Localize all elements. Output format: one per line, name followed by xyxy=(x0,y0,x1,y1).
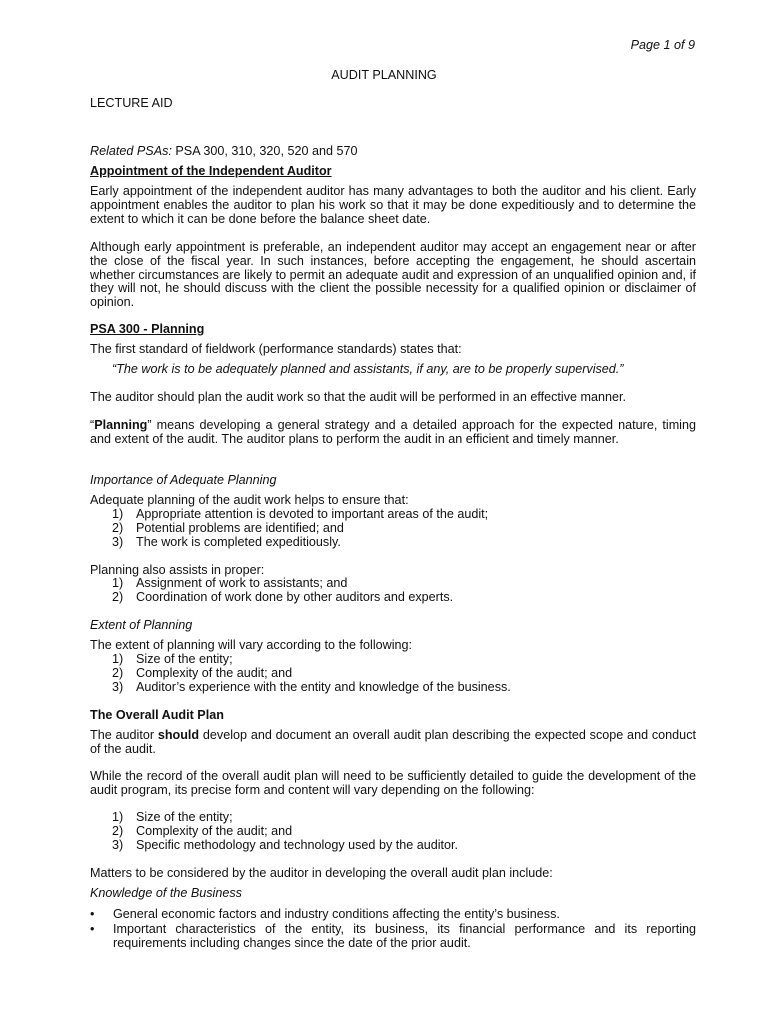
planning-definition-text: ” means developing a general strategy and a detailed approach for the expected nature, timing and extent of the audit. The auditor plans to perform the audit in an efficient and timely manner. xyxy=(90,418,696,446)
importance-heading: Importance of Adequate Planning xyxy=(90,473,277,487)
psa300-intro: The first standard of fieldwork (performance standards) states that: xyxy=(90,342,462,356)
list-item: 1) Assignment of work to assistants; and xyxy=(112,576,348,590)
related-psas xyxy=(90,145,357,159)
planning-also-intro: Planning also assists in proper: xyxy=(90,563,265,577)
extent-intro: The extent of planning will vary according to the following: xyxy=(90,638,413,652)
appointment-paragraph-1: Early appointment of the independent auditor has many advantages to both the auditor and his client. Early appointment enables the auditor to plan his work so that it may be done expeditiously and to determine the extent to which it can be done before the balance sheet date. xyxy=(90,184,696,226)
appointment-heading: Appointment of the Independent Auditor xyxy=(90,164,332,178)
importance-intro: Adequate planning of the audit work helps to ensure that: xyxy=(90,493,409,507)
matters-sentence: Matters to be considered by the auditor in developing the overall audit plan include: xyxy=(90,866,553,880)
knowledge-heading: Knowledge of the Business xyxy=(90,886,242,900)
list-item: 2) Potential problems are identified; and xyxy=(112,520,344,535)
extent-list xyxy=(90,653,696,694)
overall-plan-heading: The Overall Audit Plan xyxy=(90,708,224,722)
document-subtitle: LECTURE AID xyxy=(90,96,173,110)
fieldwork-standard-quote: “The work is to be adequately planned and assistants, if any, are to be properly supervised.” xyxy=(112,362,624,376)
list-item: 2) Coordination of work done by other auditors and experts. xyxy=(112,589,454,604)
planning-open-quote: “ xyxy=(90,418,95,432)
planning-also-list xyxy=(90,577,696,605)
list-item: 1) Appropriate attention is devoted to important areas of the audit; xyxy=(112,507,489,521)
list-item: 3) Auditor’s experience with the entity and knowledge of the business. xyxy=(112,679,511,694)
plan-sentence: The auditor should plan the audit work so that the audit will be performed in an effective manner. xyxy=(90,390,627,404)
appointment-paragraph-2: Although early appointment is preferable, an independent auditor may accept an engagement near or after the close of the fiscal year. In such instances, before accepting the engagement, he should ascertain whether circumstances are likely to permit an adequate audit and expression of an unqualified opinion and, if they will not, he should discuss with the client the possible necessity for a qualified opinion or disclaimer of opinion. xyxy=(90,240,696,310)
list-item: 3) The work is completed expeditiously. xyxy=(112,534,341,549)
overall-plan-paragraph-2: While the record of the overall audit plan will need to be sufficiently detailed to guide the development of the audit program, its precise form and content will vary depending on the following: xyxy=(90,769,696,797)
page-number: Page 1 of 9 xyxy=(630,38,695,52)
list-item: • General economic factors and industry conditions affecting the entity’s business. xyxy=(90,907,560,921)
bullet-icon: • xyxy=(90,907,95,921)
document-title: AUDIT PLANNING xyxy=(331,68,437,82)
list-item: 2) Complexity of the audit; and xyxy=(112,823,293,838)
related-psas-value: PSA 300, 310, 320, 520 and 570 xyxy=(171,144,358,158)
bullet-icon: • xyxy=(90,921,95,936)
should-emphasis: should xyxy=(157,728,200,742)
related-psas-label: Related PSAs: xyxy=(90,144,172,158)
list-item: 1) Size of the entity; xyxy=(112,810,233,824)
knowledge-bullets xyxy=(90,908,696,951)
importance-list xyxy=(90,508,696,549)
psa300-heading: PSA 300 - Planning xyxy=(90,322,205,336)
list-item: 2) Complexity of the audit; and xyxy=(112,665,293,680)
overall-plan-paragraph-1: The auditor should develop and document an overall audit plan describing the expected scope and conduct of the audit. xyxy=(90,728,696,756)
planning-definition xyxy=(90,419,696,447)
list-item: 3) Specific methodology and technology used by the auditor. xyxy=(112,837,459,852)
list-item: 1) Size of the entity; xyxy=(112,652,233,666)
extent-heading: Extent of Planning xyxy=(90,618,193,632)
list-item: • Important characteristics of the entity, its business, its financial performance and its reporting requirements including changes since the date of the prior audit. xyxy=(90,921,696,950)
overall-plan-list xyxy=(90,811,696,852)
planning-term: Planning xyxy=(94,418,148,432)
